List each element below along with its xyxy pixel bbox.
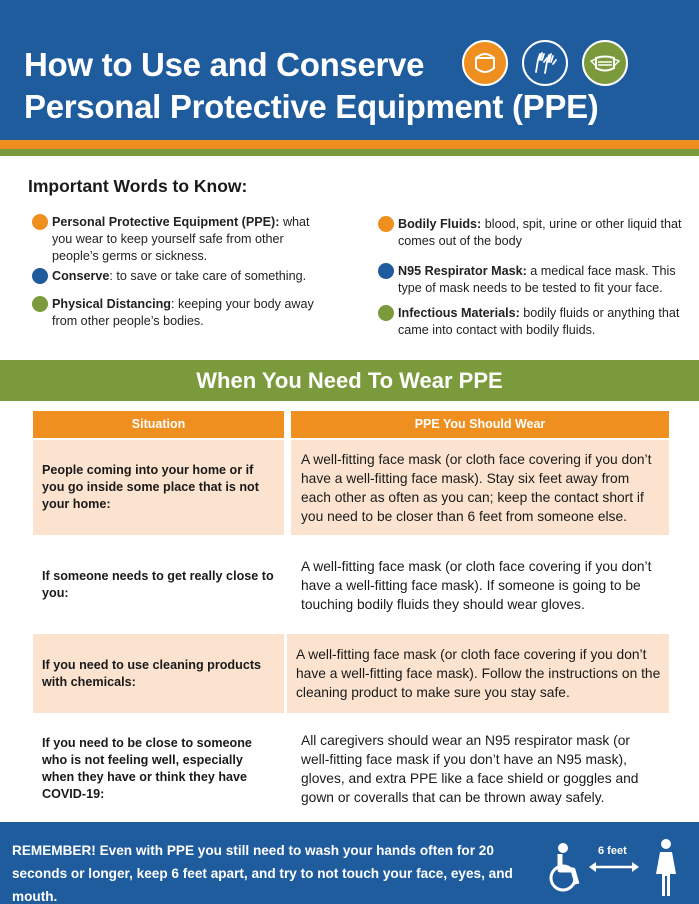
term-label: N95 Respirator Mask: (398, 264, 527, 278)
term-definition: : keeping your body away from other people’s bodies. (52, 297, 314, 328)
table-row-ppe: All caregivers should wear an N95 respirator mask (or well-fitting face mask if you don’t have an N95 mask), gloves, and extra PPE like a face shield or goggles and gown or coveralls that can be thrown away safely. (301, 733, 639, 805)
table-row-situation: If you need to be close to someone who is not feeling well, especially when they have or think they have COVID-19: (42, 736, 252, 801)
blue-bullet-icon (32, 268, 48, 284)
table-row-ppe: A well-fitting face mask (or cloth face covering if you don’t have a well-fitting face mask). If someone is going to be touching bodily fluids they should wear gloves. (301, 558, 652, 612)
blue-bullet-icon (378, 263, 394, 279)
title-line-1: How to Use and Conserve (24, 46, 425, 83)
term-definition: blood, spit, urine or other liquid that comes out of the body (398, 217, 682, 248)
table-header-situation: Situation (33, 411, 284, 438)
term-infectious-materials (398, 305, 683, 339)
term-label: Infectious Materials: (398, 306, 520, 320)
term-physical-distancing (52, 296, 327, 330)
wheelchair-person-icon (547, 842, 587, 894)
term-label: Physical Distancing (52, 297, 171, 311)
face-shield-icon (462, 40, 508, 86)
table-row-situation: If you need to use cleaning products with chemicals: (33, 634, 284, 713)
orange-bullet-icon (32, 214, 48, 230)
table-row-situation: People coming into your home or if you go inside some place that is not your home: (33, 440, 284, 535)
header-band (0, 0, 699, 140)
term-n95 (398, 263, 683, 297)
footer-band (0, 822, 699, 904)
face-mask-icon (582, 40, 628, 86)
double-arrow-icon (588, 860, 640, 874)
term-definition: a medical face mask. This type of mask needs to be tested to fit your face. (398, 264, 676, 295)
term-bodily-fluids (398, 216, 683, 250)
term-label: Conserve (52, 269, 110, 283)
standing-person-icon (652, 838, 680, 898)
table-row-situation: If someone needs to get really close to you: (42, 569, 274, 600)
term-conserve (52, 268, 327, 285)
section-banner: When You Need To Wear PPE (0, 360, 699, 401)
distance-label: 6 feet (598, 845, 627, 857)
term-definition: : to save or take care of something. (109, 269, 307, 283)
table-row-ppe: A well-fitting face mask (or cloth face covering if you don’t have a well-fitting face mask). Follow the instructions on the cleaning product to make sure you stay safe. (287, 634, 669, 713)
words-title: Important Words to Know: (28, 176, 248, 196)
table-header-ppe: PPE You Should Wear (291, 411, 669, 438)
orange-stripe (0, 140, 699, 149)
gloves-icon (522, 40, 568, 86)
green-bullet-icon (32, 296, 48, 312)
green-stripe (0, 149, 699, 156)
term-definition: what you wear to keep yourself safe from other people’s germs or sickness. (52, 215, 310, 263)
title-line-2: Personal Protective Equipment (PPE) (24, 88, 599, 125)
term-ppe (52, 214, 327, 265)
term-label: Bodily Fluids: (398, 217, 482, 231)
table-row-ppe: A well-fitting face mask (or cloth face covering if you don’t have a well-fitting face mask). Stay six feet away from each other as often as you can; keep the contact short if you need to be closer than 6 feet from someone else. (291, 440, 669, 535)
green-bullet-icon (378, 305, 394, 321)
orange-bullet-icon (378, 216, 394, 232)
reminder-text: REMEMBER! Even with PPE you still need to wash your hands often for 20 seconds or longer, keep 6 feet apart, and try to not touch your face, eyes, and mouth. (12, 843, 513, 904)
term-definition: bodily fluids or anything that came into contact with bodily fluids. (398, 306, 680, 337)
page-title (24, 44, 598, 128)
term-label: Personal Protective Equipment (PPE): (52, 215, 280, 229)
